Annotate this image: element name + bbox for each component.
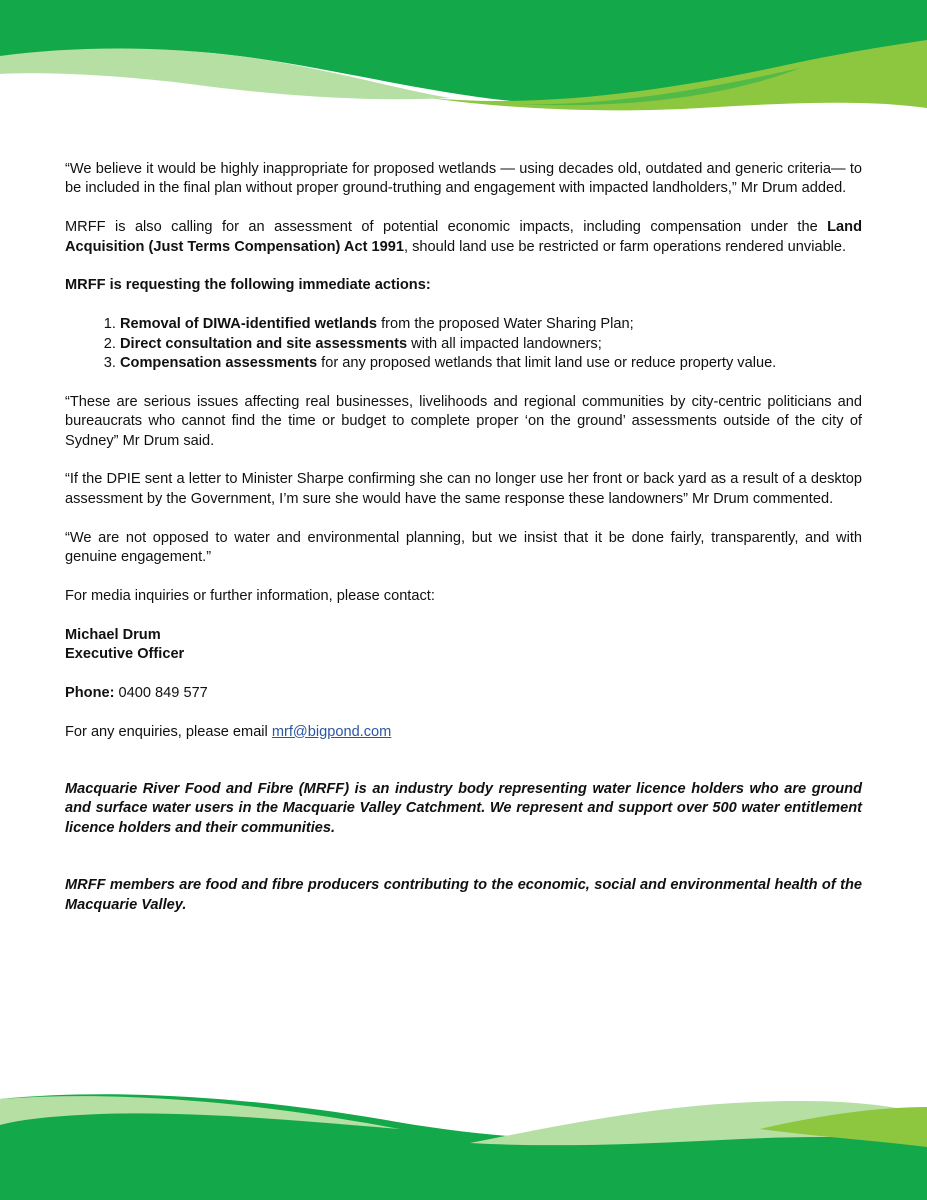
contact-name: Michael Drum: [65, 626, 161, 643]
act-name: Land Acquisition (Just Terms Compensation) Act 1991: [65, 219, 862, 255]
email-link[interactable]: mrf@bigpond.com: [271, 723, 392, 740]
actions-heading: MRFF is requesting the following immediate actions:: [65, 277, 431, 294]
press-release-body: [65, 160, 862, 934]
quote-paragraph-1: “We believe it would be highly inappropriate for proposed wetlands — using decades old, outdated and generic criteria— to be included in the final plan without proper ground-truthing and engagement with impacted landholders,” Mr Drum added.: [65, 161, 862, 197]
quote-paragraph-2: “These are serious issues affecting real businesses, livelihoods and regional communities by city-centric politicians and bureaucrats who cannot find the time or budget to complete proper ‘on the ground’ assessments outside of the city of Sydney” Mr Drum said.: [65, 393, 862, 449]
actions-list: [65, 315, 862, 373]
contact-email-line: For any enquiries, please email mrf@bigpond.com: [65, 723, 392, 740]
action-item: 2. Direct consultation and site assessments with all impacted landowners;: [120, 335, 862, 354]
about-paragraph-2: MRFF members are food and fibre producers contributing to the economic, social and environmental health of the Macquarie Valley.: [65, 877, 862, 913]
media-intro: For media inquiries or further information, please contact:: [65, 587, 435, 604]
contact-title: Executive Officer: [65, 646, 185, 663]
compensation-paragraph: MRFF is also calling for an assessment of potential economic impacts, including compensation under the Land Acquisition (Just Terms Compensation) Act 1991, should land use be restricted or farm operations rendered unviable.: [65, 219, 862, 255]
quote-paragraph-3: “If the DPIE sent a letter to Minister Sharpe confirming she can no longer use her front or back yard as a result of a desktop assessment by the Government, I’m sure she would have the same response these landowners” Mr Drum commented.: [65, 471, 862, 507]
footer-wave-banner: [0, 1085, 927, 1200]
action-item: 3. Compensation assessments for any proposed wetlands that limit land use or reduce property value.: [120, 354, 862, 373]
contact-phone: Phone: 0400 849 577: [65, 684, 208, 701]
contact-block: [65, 626, 862, 665]
quote-paragraph-4: “We are not opposed to water and environmental planning, but we insist that it be done fairly, transparently, and with genuine engagement.”: [65, 529, 862, 566]
about-paragraph-1: Macquarie River Food and Fibre (MRFF) is an industry body representing water licence holders who are ground and surface water users in the Macquarie Valley Catchment. We represent and support over 500 water entitlement licence holders and their communities.: [65, 781, 862, 836]
action-item: 1. Removal of DIWA-identified wetlands from the proposed Water Sharing Plan;: [120, 315, 862, 334]
header-wave-banner: [0, 0, 927, 120]
